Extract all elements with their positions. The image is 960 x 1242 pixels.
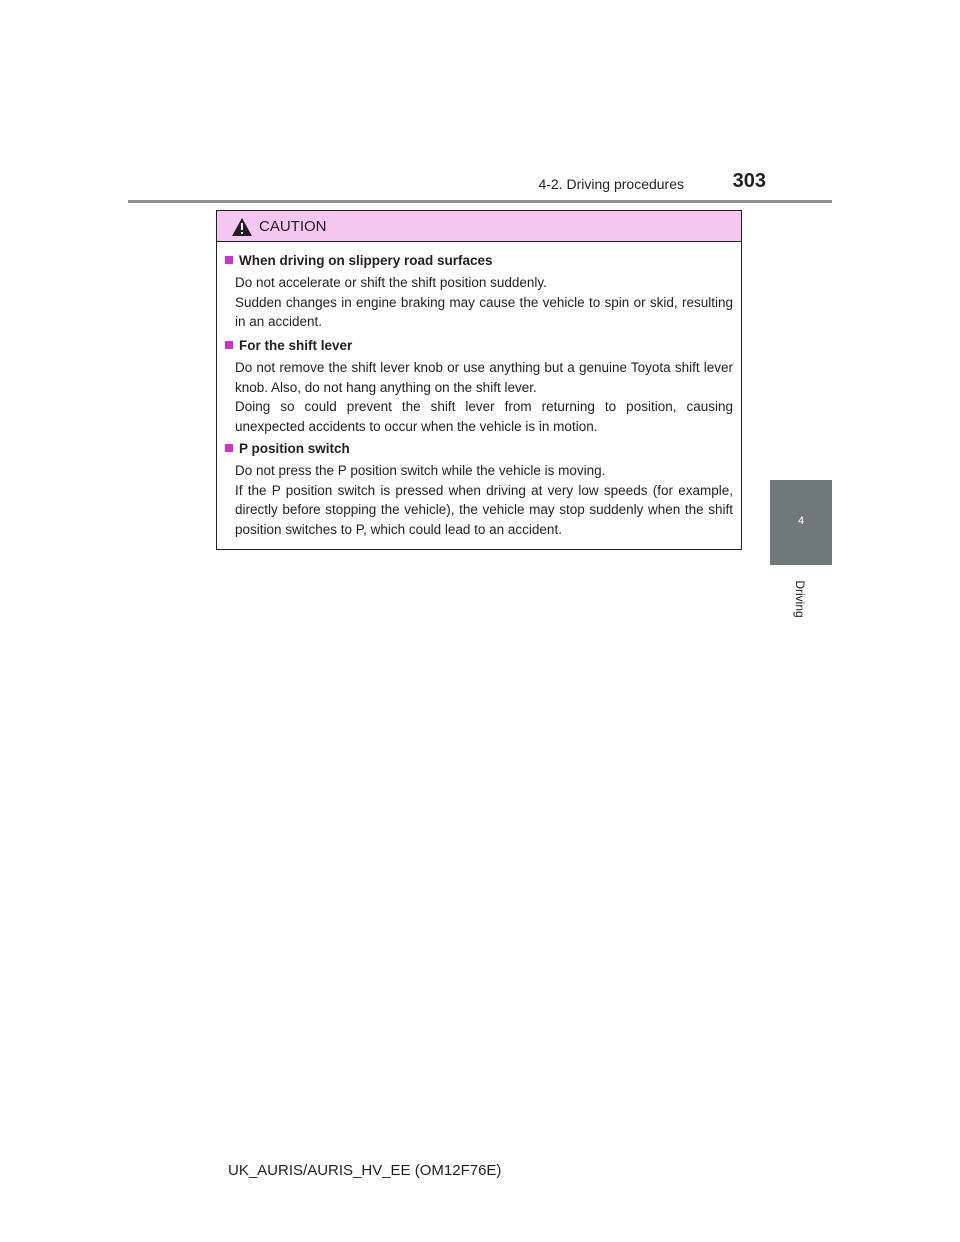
caution-box [216,210,742,550]
header-divider [128,200,832,203]
page-number: 303 [732,170,766,192]
caution-item-shift-lever [225,336,733,436]
header-section-title: 4-2. Driving procedures [538,176,684,192]
caution-item-slippery-roads [225,251,733,332]
caution-item-body: Do not accelerate or shift the shift position suddenly. Sudden changes in engine braking may cause the vehicle to spin or skid, resulting in an accident. [235,275,733,329]
warning-triangle-icon [231,217,253,237]
square-bullet-icon [225,256,233,264]
caution-item-heading: P position switch [225,439,733,459]
caution-item-body: Do not remove the shift lever knob or use anything but a genuine Toyota shift lever knob. Also, do not hang anything on the shift lever. Doing so could prevent the shift lever from returning to position, causing unexpected accidents to occur when the vehicle is in motion. [235,360,733,434]
caution-item-heading: For the shift lever [225,336,733,356]
caution-header [217,211,741,242]
caution-item-body: Do not press the P position switch while the vehicle is moving. If the P position switch is pressed when driving at very low speeds (for example, directly before stopping the vehicle), the vehicle may stop suddenly when the shift position switches to P, which could lead to an accident. [235,463,733,537]
caution-title: CAUTION [259,218,327,235]
footer-model-code: UK_AURIS/AURIS_HV_EE (OM12F76E) [228,1162,502,1179]
square-bullet-icon [225,341,233,349]
chapter-tab-number: 4 [797,515,805,527]
square-bullet-icon [225,444,233,452]
caution-item-heading: When driving on slippery road surfaces [225,251,733,271]
chapter-tab-label: Driving [793,580,807,618]
caution-item-p-position-switch [225,439,733,539]
